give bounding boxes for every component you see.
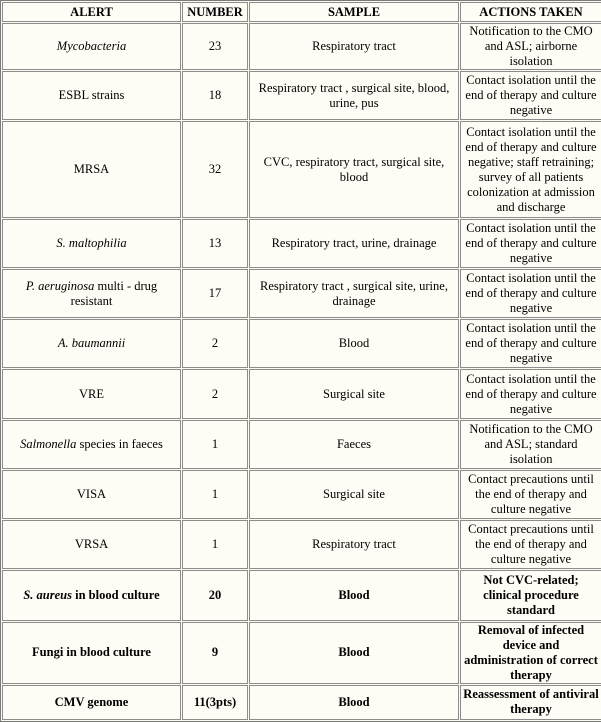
sample-cell: Faeces bbox=[249, 420, 459, 469]
number-cell: 1 bbox=[182, 520, 248, 569]
table-row bbox=[2, 121, 601, 217]
alert-cell bbox=[2, 319, 181, 368]
alert-italic: S. maltophilia bbox=[56, 235, 127, 250]
number-cell: 23 bbox=[182, 23, 248, 70]
alert-cell bbox=[2, 219, 181, 268]
alert-cell bbox=[2, 520, 181, 569]
alert-cell bbox=[2, 470, 181, 519]
sample-cell: Blood bbox=[249, 685, 459, 720]
actions-cell: Notification to the CMO and ASL; standard isolation bbox=[460, 420, 601, 469]
header-number: NUMBER bbox=[182, 2, 248, 22]
table-row bbox=[2, 319, 601, 368]
actions-cell: Contact isolation until the end of therapy and culture negative bbox=[460, 269, 601, 318]
actions-cell: Contact isolation until the end of therapy and culture negative bbox=[460, 319, 601, 368]
number-cell: 18 bbox=[182, 71, 248, 120]
alert-italic: S. aureus bbox=[23, 587, 72, 602]
number-cell: 11(3pts) bbox=[182, 685, 248, 720]
number-cell: 9 bbox=[182, 622, 248, 684]
table-row bbox=[2, 269, 601, 318]
actions-cell: Removal of infected device and administration of correct therapy bbox=[460, 622, 601, 684]
alert-italic: Salmonella bbox=[20, 436, 77, 451]
alert-italic: P. aeruginosa bbox=[25, 278, 95, 293]
sample-cell: Blood bbox=[249, 570, 459, 620]
alert-rest: CMV genome bbox=[54, 694, 129, 709]
alert-cell bbox=[2, 269, 181, 318]
actions-cell: Contact isolation until the end of therapy and culture negative bbox=[460, 219, 601, 268]
table-row bbox=[2, 23, 601, 70]
header-actions: ACTIONS TAKEN bbox=[460, 2, 601, 22]
sample-cell: Surgical site bbox=[249, 470, 459, 519]
actions-cell: Reassessment of antiviral therapy bbox=[460, 685, 601, 720]
number-cell: 2 bbox=[182, 319, 248, 368]
sample-cell: Respiratory tract, urine, drainage bbox=[249, 219, 459, 268]
table-row bbox=[2, 71, 601, 120]
alert-italic: A. baumannii bbox=[57, 336, 126, 351]
actions-cell: Contact precautions until the end of therapy and culture negative bbox=[460, 470, 601, 519]
alert-rest: species in faeces bbox=[76, 436, 163, 451]
alert-italic: Mycobacteria bbox=[56, 39, 127, 54]
actions-cell: Contact isolation until the end of therapy and culture negative bbox=[460, 71, 601, 120]
alert-cell bbox=[2, 685, 181, 720]
table-row bbox=[2, 520, 601, 569]
alert-rest: multi - drug resistant bbox=[70, 278, 158, 308]
alert-cell bbox=[2, 570, 181, 620]
number-cell: 13 bbox=[182, 219, 248, 268]
sample-cell: Respiratory tract bbox=[249, 520, 459, 569]
actions-cell: Not CVC-related; clinical procedure standard bbox=[460, 570, 601, 620]
alert-rest: VRSA bbox=[74, 537, 109, 552]
sample-cell: Respiratory tract , surgical site, blood, urine, pus bbox=[249, 71, 459, 120]
alert-cell bbox=[2, 420, 181, 469]
alert-cell bbox=[2, 121, 181, 217]
number-cell: 20 bbox=[182, 570, 248, 620]
table-row bbox=[2, 570, 601, 620]
sample-cell: CVC, respiratory tract, surgical site, blood bbox=[249, 121, 459, 217]
header-sample: SAMPLE bbox=[249, 2, 459, 22]
header-alert: ALERT bbox=[2, 2, 181, 22]
alert-rest: VRE bbox=[79, 386, 104, 401]
alert-cell bbox=[2, 369, 181, 418]
alert-cell bbox=[2, 23, 181, 70]
table-row bbox=[2, 470, 601, 519]
alert-rest: Fungi in blood culture bbox=[32, 645, 151, 660]
actions-cell: Contact isolation until the end of therapy and culture negative bbox=[460, 369, 601, 418]
table-row bbox=[2, 369, 601, 418]
alert-rest: ESBL strains bbox=[58, 88, 125, 103]
actions-cell: Contact precautions until the end of therapy and culture negative bbox=[460, 520, 601, 569]
actions-cell: Notification to the CMO and ASL; airborne isolation bbox=[460, 23, 601, 70]
table-row bbox=[2, 219, 601, 268]
alert-rest: VISA bbox=[76, 486, 107, 501]
alert-rest: in blood culture bbox=[72, 587, 160, 602]
number-cell: 1 bbox=[182, 470, 248, 519]
actions-cell: Contact isolation until the end of therapy and culture negative; staff retraining; survey of all patients colonization at admission and discharge bbox=[460, 121, 601, 217]
sample-cell: Blood bbox=[249, 319, 459, 368]
sample-cell: Surgical site bbox=[249, 369, 459, 418]
table-row bbox=[2, 420, 601, 469]
number-cell: 17 bbox=[182, 269, 248, 318]
header-row bbox=[2, 2, 601, 22]
alert-cell bbox=[2, 622, 181, 684]
number-cell: 1 bbox=[182, 420, 248, 469]
alert-rest: MRSA bbox=[73, 162, 110, 177]
alert-cell bbox=[2, 71, 181, 120]
sample-cell: Respiratory tract , surgical site, urine, drainage bbox=[249, 269, 459, 318]
table-row bbox=[2, 622, 601, 684]
table-row bbox=[2, 685, 601, 720]
number-cell: 2 bbox=[182, 369, 248, 418]
number-cell: 32 bbox=[182, 121, 248, 217]
sample-cell: Respiratory tract bbox=[249, 23, 459, 70]
sample-cell: Blood bbox=[249, 622, 459, 684]
